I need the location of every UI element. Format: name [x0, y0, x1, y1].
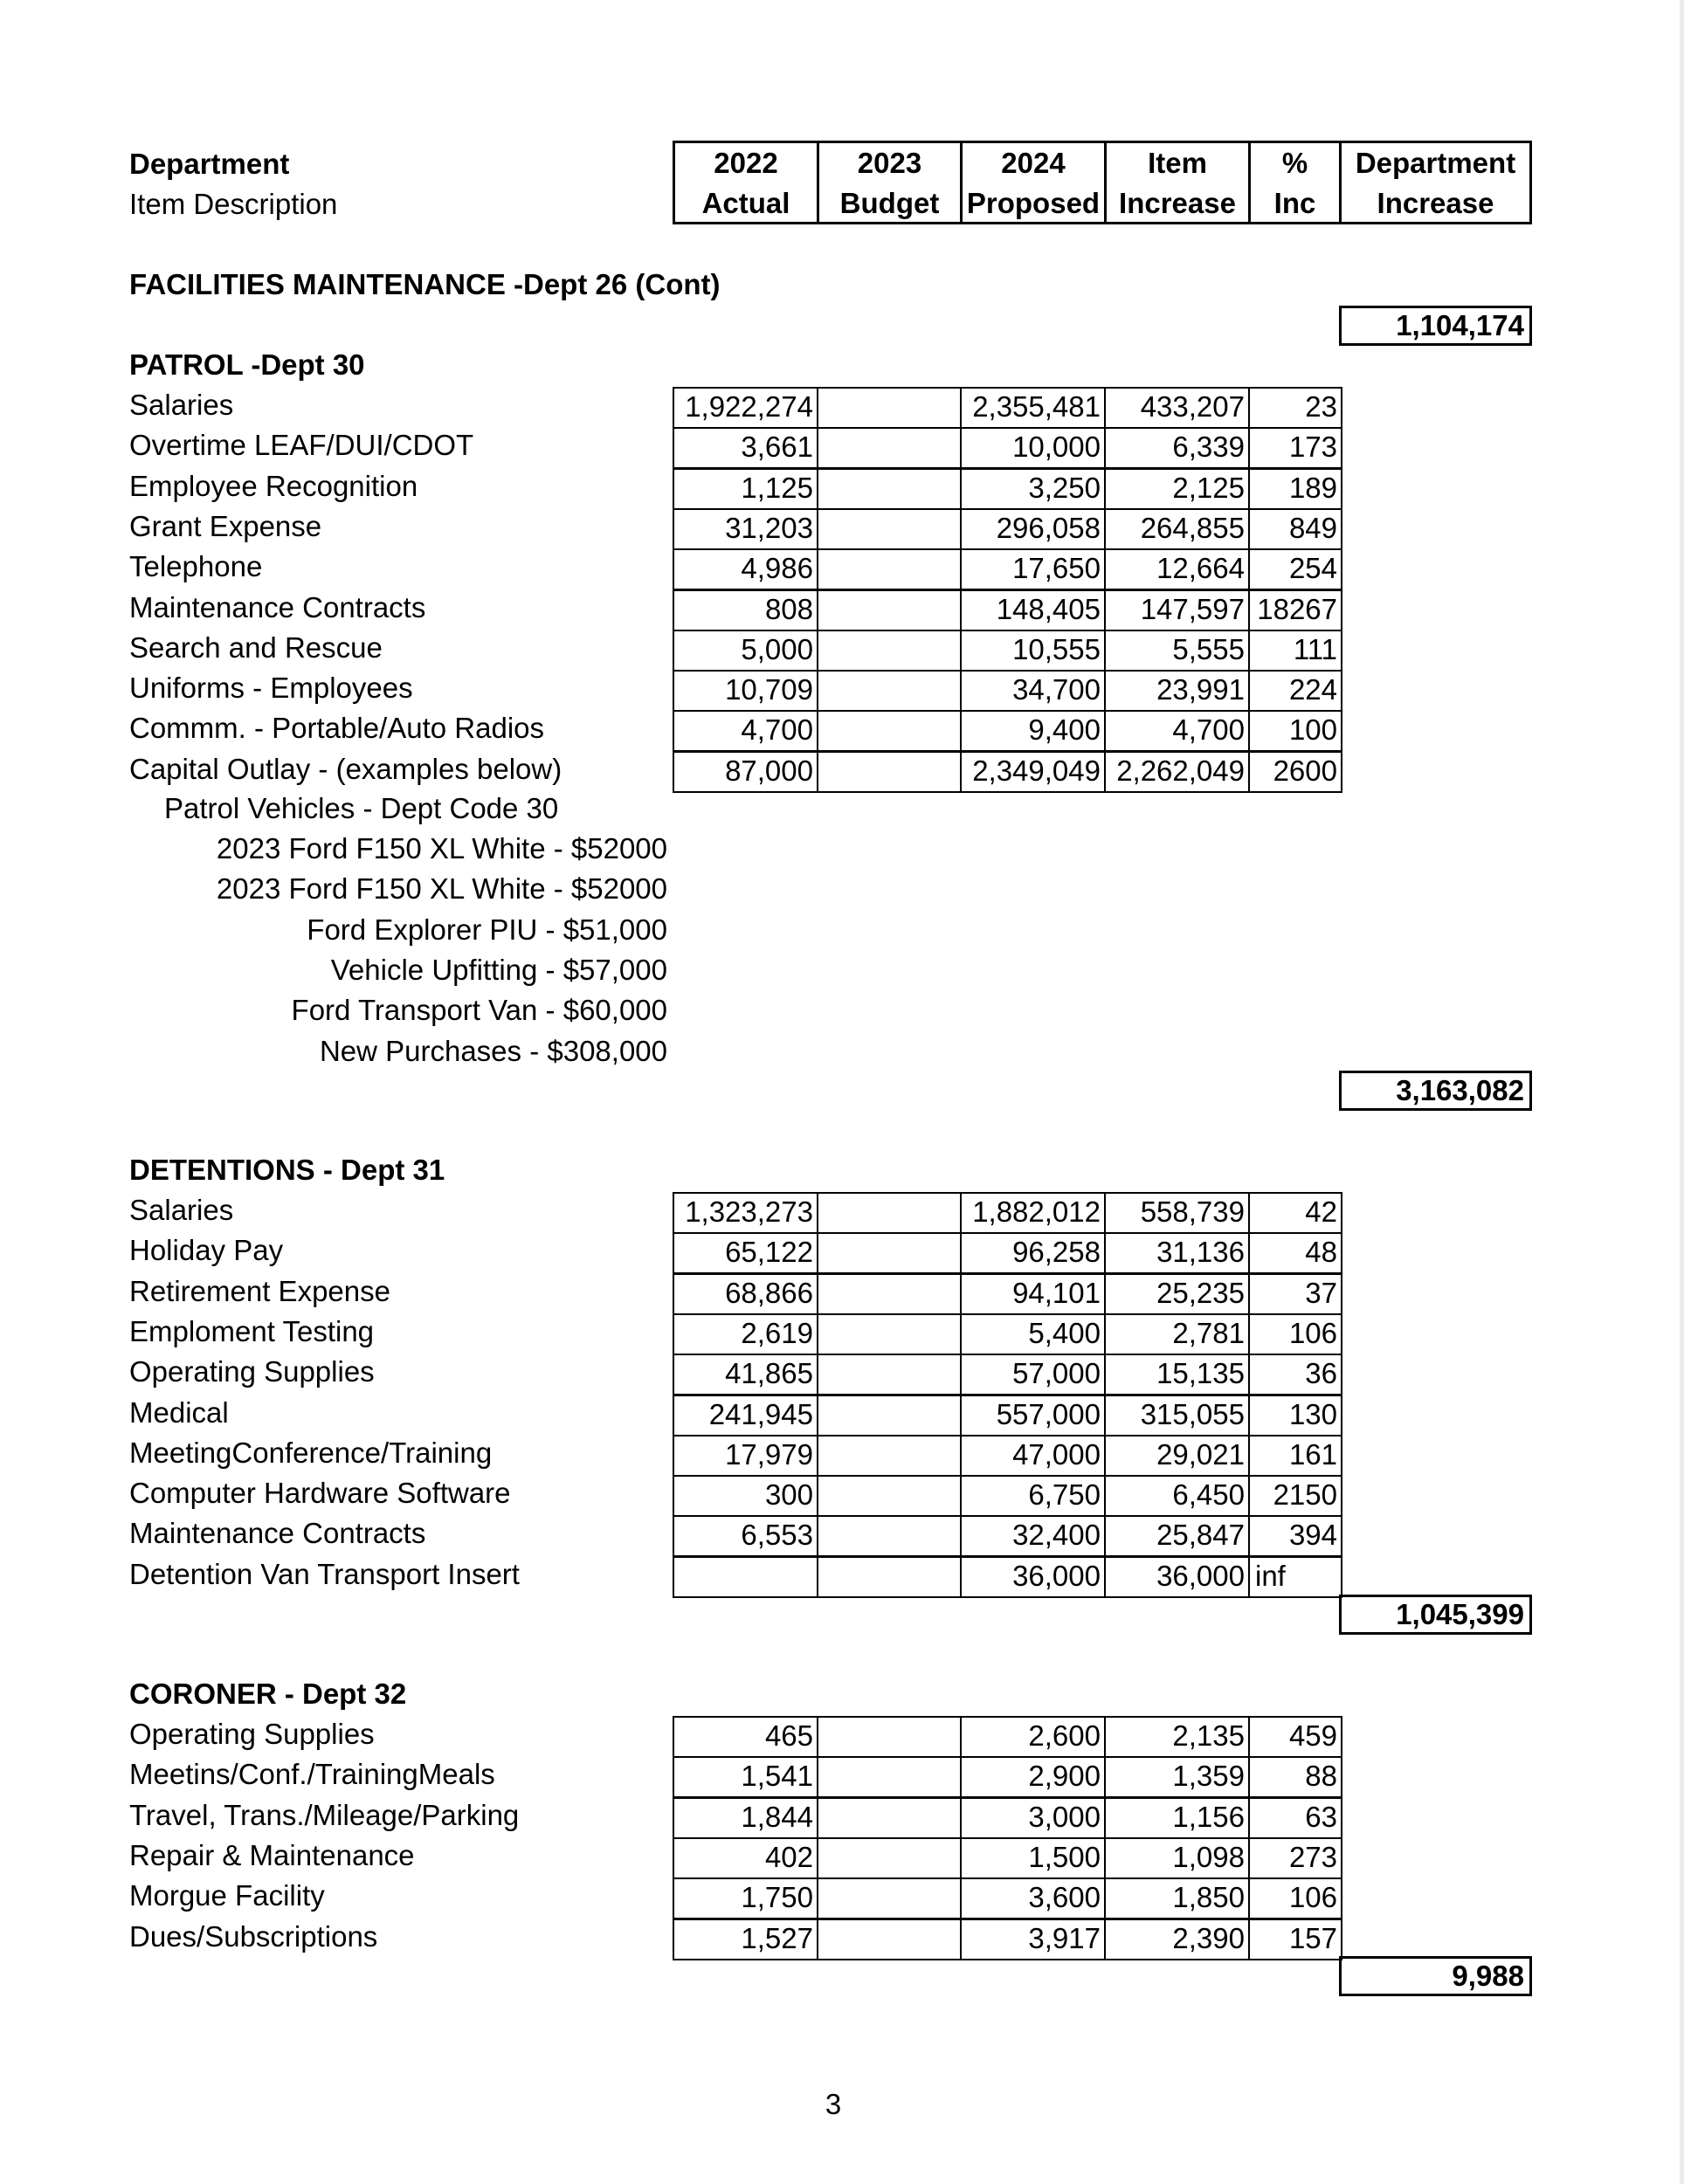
- patrol-cell-actual: 3,661: [673, 427, 818, 469]
- coroner-cell-proposed: 1,500: [960, 1837, 1106, 1879]
- header-column-3: [1104, 141, 1251, 224]
- detentions-cell-pct: 42: [1248, 1192, 1342, 1234]
- header-department-label: Department: [129, 148, 290, 180]
- detentions-cell-actual: 300: [673, 1475, 818, 1517]
- coroner-cell-pct: 88: [1248, 1756, 1342, 1798]
- dept-total-facilities: 1,104,174: [1339, 306, 1532, 346]
- patrol-row-label: Search and Rescue: [129, 631, 383, 664]
- header-column-line1: 2024: [1001, 147, 1066, 179]
- detentions-cell-budget: [817, 1232, 962, 1274]
- patrol-cell-budget: [817, 468, 962, 510]
- patrol-cell-increase: 433,207: [1104, 387, 1250, 429]
- coroner-cell-budget: [817, 1797, 962, 1839]
- patrol-cell-actual: 31,203: [673, 508, 818, 550]
- coroner-cell-actual: 1,527: [673, 1919, 818, 1960]
- detentions-cell-increase: 15,135: [1104, 1354, 1250, 1395]
- detentions-cell-proposed: 47,000: [960, 1435, 1106, 1477]
- patrol-cell-budget: [817, 387, 962, 429]
- detentions-cell-pct: 37: [1248, 1273, 1342, 1315]
- coroner-cell-pct: 106: [1248, 1877, 1342, 1919]
- patrol-cell-increase: 5,555: [1104, 630, 1250, 672]
- detentions-row-label: Computer Hardware Software: [129, 1477, 511, 1509]
- section-title-detentions: DETENTIONS - Dept 31: [129, 1154, 445, 1186]
- detentions-cell-proposed: 57,000: [960, 1354, 1106, 1395]
- detentions-cell-proposed: 96,258: [960, 1232, 1106, 1274]
- coroner-row-label: Operating Supplies: [129, 1718, 375, 1750]
- patrol-cell-pct: 224: [1248, 670, 1342, 712]
- detentions-cell-actual: 1,323,273: [673, 1192, 818, 1234]
- header-column-0: [673, 141, 819, 224]
- detentions-cell-budget: [817, 1395, 962, 1436]
- coroner-cell-proposed: 2,900: [960, 1756, 1106, 1798]
- dept-total-detentions: 1,045,399: [1339, 1595, 1532, 1635]
- detentions-row-label: Detention Van Transport Insert: [129, 1558, 520, 1590]
- patrol-cell-pct: 2600: [1248, 751, 1342, 793]
- patrol-row-label: Capital Outlay - (examples below): [129, 753, 562, 785]
- patrol-cell-budget: [817, 508, 962, 550]
- section-title-coroner: CORONER - Dept 32: [129, 1678, 407, 1710]
- detentions-cell-budget: [817, 1354, 962, 1395]
- detentions-cell-actual: 6,553: [673, 1515, 818, 1557]
- patrol-cell-budget: [817, 589, 962, 631]
- patrol-cell-increase: 147,597: [1104, 589, 1250, 631]
- detentions-row-label: Salaries: [129, 1194, 234, 1226]
- detentions-cell-budget: [817, 1515, 962, 1557]
- patrol-cell-increase: 12,664: [1104, 548, 1250, 590]
- coroner-cell-pct: 157: [1248, 1919, 1342, 1960]
- detentions-cell-proposed: 557,000: [960, 1395, 1106, 1436]
- patrol-row-label: Employee Recognition: [129, 470, 418, 502]
- patrol-row-label: Telephone: [129, 550, 263, 582]
- detentions-cell-pct: 161: [1248, 1435, 1342, 1477]
- header-column-line2: Inc: [1273, 187, 1316, 219]
- patrol-cell-increase: 2,262,049: [1104, 751, 1250, 793]
- detentions-cell-increase: 558,739: [1104, 1192, 1250, 1234]
- patrol-cell-budget: [817, 427, 962, 469]
- detentions-cell-actual: 2,619: [673, 1313, 818, 1355]
- patrol-cell-actual: 808: [673, 589, 818, 631]
- patrol-row-label: Maintenance Contracts: [129, 591, 426, 624]
- coroner-cell-increase: 1,156: [1104, 1797, 1250, 1839]
- patrol-cell-proposed: 10,555: [960, 630, 1106, 672]
- patrol-cell-budget: [817, 630, 962, 672]
- patrol-row-label: Uniforms - Employees: [129, 672, 413, 704]
- patrol-vehicle-example: New Purchases - $308,000: [319, 1035, 667, 1067]
- page-number: 3: [825, 2088, 842, 2120]
- patrol-row-label: Commm. - Portable/Auto Radios: [129, 712, 545, 744]
- detentions-cell-proposed: 6,750: [960, 1475, 1106, 1517]
- detentions-cell-actual: 65,122: [673, 1232, 818, 1274]
- detentions-cell-actual: 241,945: [673, 1395, 818, 1436]
- coroner-cell-increase: 1,359: [1104, 1756, 1250, 1798]
- coroner-cell-pct: 459: [1248, 1716, 1342, 1758]
- detentions-cell-budget: [817, 1273, 962, 1315]
- coroner-cell-actual: 402: [673, 1837, 818, 1879]
- patrol-cell-actual: 4,700: [673, 710, 818, 752]
- patrol-cell-pct: 100: [1248, 710, 1342, 752]
- coroner-cell-increase: 2,390: [1104, 1919, 1250, 1960]
- patrol-row-label: Grant Expense: [129, 510, 322, 542]
- detentions-cell-budget: [817, 1475, 962, 1517]
- detentions-cell-increase: 6,450: [1104, 1475, 1250, 1517]
- scrollbar[interactable]: [1680, 0, 1684, 2184]
- detentions-cell-increase: 31,136: [1104, 1232, 1250, 1274]
- detentions-cell-budget: [817, 1556, 962, 1598]
- detentions-cell-proposed: 36,000: [960, 1556, 1106, 1598]
- header-item-description-label: Item Description: [129, 188, 338, 220]
- detentions-cell-proposed: 5,400: [960, 1313, 1106, 1355]
- patrol-cell-actual: 1,922,274: [673, 387, 818, 429]
- detentions-cell-pct: 394: [1248, 1515, 1342, 1557]
- coroner-cell-pct: 273: [1248, 1837, 1342, 1879]
- patrol-sub-heading: Patrol Vehicles - Dept Code 30: [164, 792, 559, 824]
- detentions-cell-actual: 17,979: [673, 1435, 818, 1477]
- header-column-line2: Actual: [701, 187, 790, 219]
- patrol-vehicle-example: 2023 Ford F150 XL White - $52000: [216, 832, 667, 865]
- header-column-1: [817, 141, 963, 224]
- patrol-cell-actual: 10,709: [673, 670, 818, 712]
- detentions-cell-pct: 106: [1248, 1313, 1342, 1355]
- detentions-cell-increase: 315,055: [1104, 1395, 1250, 1436]
- patrol-cell-proposed: 9,400: [960, 710, 1106, 752]
- detentions-cell-proposed: 94,101: [960, 1273, 1106, 1315]
- coroner-cell-increase: 2,135: [1104, 1716, 1250, 1758]
- detentions-cell-pct: 2150: [1248, 1475, 1342, 1517]
- patrol-cell-pct: 849: [1248, 508, 1342, 550]
- detentions-cell-pct: 48: [1248, 1232, 1342, 1274]
- patrol-cell-budget: [817, 548, 962, 590]
- detentions-row-label: Retirement Expense: [129, 1275, 390, 1307]
- coroner-cell-budget: [817, 1756, 962, 1798]
- coroner-cell-proposed: 3,917: [960, 1919, 1106, 1960]
- patrol-cell-proposed: 34,700: [960, 670, 1106, 712]
- patrol-cell-increase: 4,700: [1104, 710, 1250, 752]
- detentions-row-label: Emploment Testing: [129, 1315, 375, 1347]
- coroner-cell-budget: [817, 1837, 962, 1879]
- detentions-cell-pct: 130: [1248, 1395, 1342, 1436]
- detentions-cell-proposed: 32,400: [960, 1515, 1106, 1557]
- patrol-cell-proposed: 148,405: [960, 589, 1106, 631]
- coroner-cell-actual: 465: [673, 1716, 818, 1758]
- header-column-line1: 2022: [714, 147, 778, 179]
- header-column-line1: %: [1281, 147, 1308, 179]
- detentions-cell-actual: [673, 1556, 818, 1598]
- coroner-cell-actual: 1,844: [673, 1797, 818, 1839]
- patrol-cell-actual: 1,125: [673, 468, 818, 510]
- patrol-vehicle-example: 2023 Ford F150 XL White - $52000: [216, 872, 667, 905]
- patrol-cell-pct: 111: [1248, 630, 1342, 672]
- coroner-cell-proposed: 3,600: [960, 1877, 1106, 1919]
- patrol-cell-actual: 5,000: [673, 630, 818, 672]
- patrol-cell-proposed: 17,650: [960, 548, 1106, 590]
- dept-total-patrol: 3,163,082: [1339, 1071, 1532, 1111]
- coroner-cell-proposed: 2,600: [960, 1716, 1106, 1758]
- patrol-cell-proposed: 2,355,481: [960, 387, 1106, 429]
- detentions-cell-increase: 25,235: [1104, 1273, 1250, 1315]
- detentions-cell-increase: 25,847: [1104, 1515, 1250, 1557]
- header-column-2: [960, 141, 1107, 224]
- coroner-row-label: Dues/Subscriptions: [129, 1920, 378, 1953]
- patrol-row-label: Overtime LEAF/DUI/CDOT: [129, 429, 474, 461]
- patrol-cell-increase: 23,991: [1104, 670, 1250, 712]
- header-column-line2: Proposed: [966, 187, 1101, 219]
- patrol-cell-actual: 4,986: [673, 548, 818, 590]
- patrol-cell-pct: 254: [1248, 548, 1342, 590]
- detentions-cell-increase: 29,021: [1104, 1435, 1250, 1477]
- patrol-cell-actual: 87,000: [673, 751, 818, 793]
- detentions-cell-pct: 36: [1248, 1354, 1342, 1395]
- patrol-vehicle-example: Ford Transport Van - $60,000: [291, 994, 667, 1026]
- detentions-cell-budget: [817, 1192, 962, 1234]
- detentions-row-label: Operating Supplies: [129, 1355, 375, 1388]
- patrol-cell-proposed: 10,000: [960, 427, 1106, 469]
- coroner-cell-budget: [817, 1919, 962, 1960]
- patrol-cell-proposed: 3,250: [960, 468, 1106, 510]
- patrol-cell-increase: 264,855: [1104, 508, 1250, 550]
- patrol-cell-pct: 23: [1248, 387, 1342, 429]
- detentions-cell-proposed: 1,882,012: [960, 1192, 1106, 1234]
- header-column-line2: Budget: [839, 187, 940, 219]
- patrol-cell-pct: 18267: [1248, 589, 1342, 631]
- header-column-line2: Increase: [1377, 187, 1494, 219]
- coroner-row-label: Repair & Maintenance: [129, 1839, 415, 1871]
- patrol-vehicle-example: Ford Explorer PIU - $51,000: [307, 913, 667, 946]
- detentions-cell-budget: [817, 1313, 962, 1355]
- section-title-patrol: PATROL -Dept 30: [129, 348, 365, 381]
- dept-total-coroner: 9,988: [1339, 1956, 1532, 1996]
- header-column-4: [1248, 141, 1342, 224]
- patrol-vehicle-example: Vehicle Upfitting - $57,000: [330, 954, 667, 986]
- coroner-row-label: Morgue Facility: [129, 1879, 325, 1912]
- patrol-cell-budget: [817, 710, 962, 752]
- coroner-cell-pct: 63: [1248, 1797, 1342, 1839]
- detentions-cell-budget: [817, 1435, 962, 1477]
- coroner-row-label: Meetins/Conf./TrainingMeals: [129, 1758, 495, 1790]
- coroner-cell-budget: [817, 1716, 962, 1758]
- patrol-cell-budget: [817, 670, 962, 712]
- patrol-row-label: Salaries: [129, 389, 234, 421]
- header-column-line2: Increase: [1119, 187, 1236, 219]
- patrol-cell-pct: 189: [1248, 468, 1342, 510]
- patrol-cell-budget: [817, 751, 962, 793]
- coroner-cell-budget: [817, 1877, 962, 1919]
- header-column-5: [1339, 141, 1532, 224]
- detentions-row-label: Maintenance Contracts: [129, 1517, 426, 1549]
- patrol-cell-proposed: 2,349,049: [960, 751, 1106, 793]
- detentions-row-label: Medical: [129, 1396, 229, 1429]
- detentions-row-label: Holiday Pay: [129, 1234, 284, 1266]
- detentions-cell-actual: 68,866: [673, 1273, 818, 1315]
- header-column-line1: 2023: [857, 147, 922, 179]
- patrol-cell-increase: 6,339: [1104, 427, 1250, 469]
- header-column-line1: Department: [1355, 147, 1516, 179]
- patrol-cell-pct: 173: [1248, 427, 1342, 469]
- coroner-cell-proposed: 3,000: [960, 1797, 1106, 1839]
- detentions-cell-actual: 41,865: [673, 1354, 818, 1395]
- coroner-cell-increase: 1,098: [1104, 1837, 1250, 1879]
- detentions-cell-increase: 2,781: [1104, 1313, 1250, 1355]
- patrol-cell-proposed: 296,058: [960, 508, 1106, 550]
- coroner-cell-increase: 1,850: [1104, 1877, 1250, 1919]
- coroner-cell-actual: 1,750: [673, 1877, 818, 1919]
- detentions-cell-increase: 36,000: [1104, 1556, 1250, 1598]
- detentions-cell-pct: inf: [1248, 1556, 1342, 1598]
- patrol-cell-increase: 2,125: [1104, 468, 1250, 510]
- coroner-row-label: Travel, Trans./Mileage/Parking: [129, 1799, 520, 1831]
- section-title-facilities: FACILITIES MAINTENANCE -Dept 26 (Cont): [129, 268, 721, 300]
- detentions-row-label: MeetingConference/Training: [129, 1436, 493, 1469]
- coroner-cell-actual: 1,541: [673, 1756, 818, 1798]
- header-column-line1: Item: [1148, 147, 1207, 179]
